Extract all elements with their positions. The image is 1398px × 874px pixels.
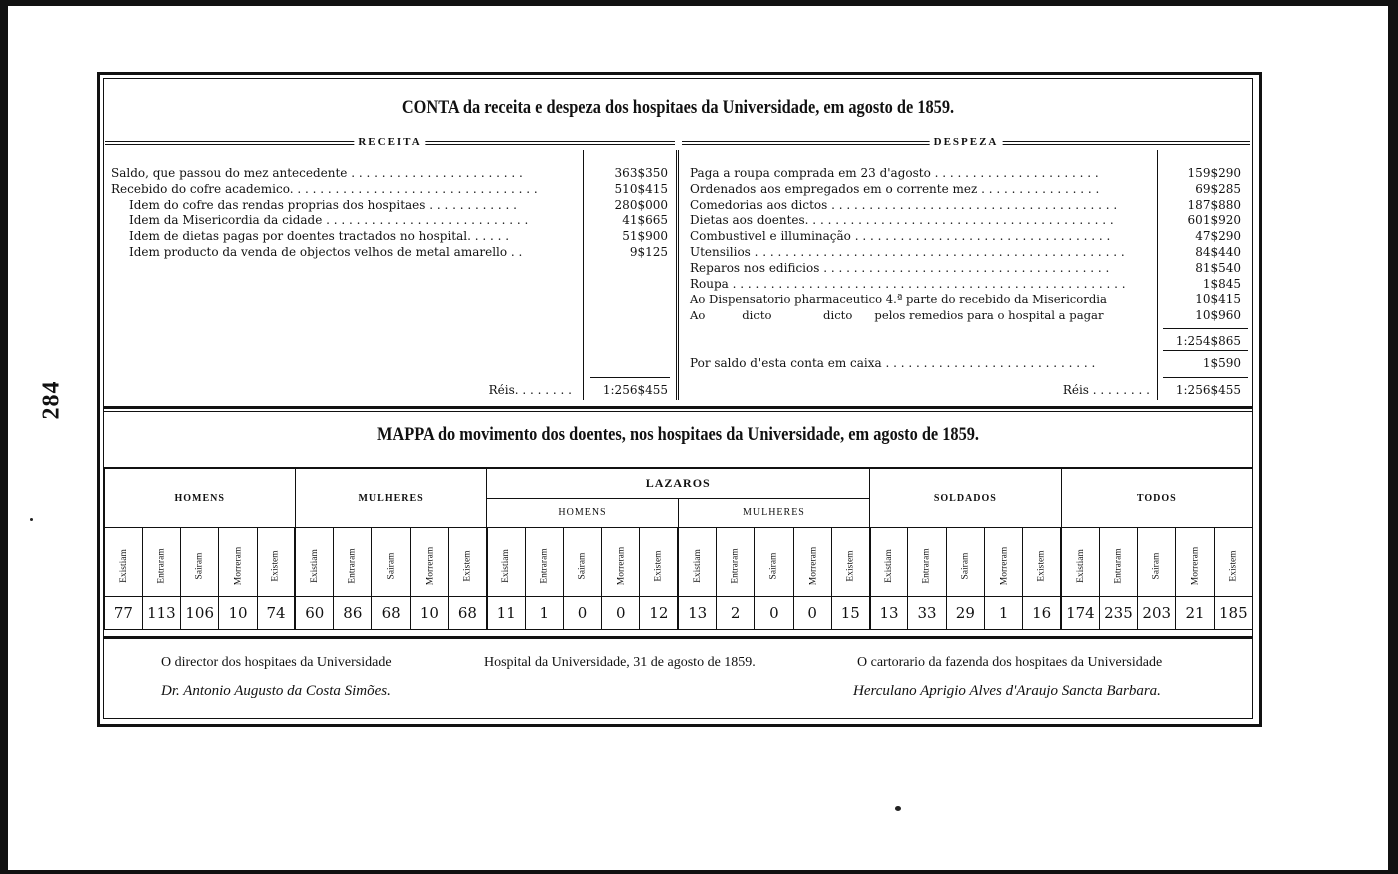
value-todos: 203 (1138, 597, 1176, 630)
value-todos: 21 (1176, 597, 1214, 630)
column-header-label: Entraram (1113, 547, 1124, 584)
despeza-desc: Reparos nos edificios . . . . . . . . . . . . . . . . . . . . . . . . . . . . . . . . . . . . . . (690, 260, 1110, 275)
value-homens: 77 (104, 597, 142, 630)
values-row (104, 597, 1253, 630)
column-header-label: Existem (845, 549, 856, 582)
column-header-row (104, 528, 1253, 597)
despeza-desc: Combustivel e illuminação . . . . . . . . . . . . . . . . . . . . . . . . . . . . . . . . . . (690, 229, 1111, 244)
receita-amount-value: 51$900 (622, 229, 668, 244)
despeza-row (690, 166, 1150, 182)
section-divider-thin (103, 411, 1253, 412)
column-header-label: Existiam (884, 548, 895, 583)
column-header-label: Morreram (807, 546, 818, 585)
receita-amount-value: 41$665 (622, 213, 668, 228)
column-header-label: Morreram (233, 546, 244, 585)
despeza-amount-value: 84$440 (1195, 244, 1241, 259)
column-header-label: Sairam (1151, 552, 1162, 579)
column-header-todos (1138, 528, 1176, 597)
despeza-row (690, 198, 1150, 214)
receita-row (111, 213, 576, 229)
despeza-desc: Roupa . . . . . . . . . . . . . . . . . . . . . . . . . . . . . . . . . . . . . . . . . . . . . . . . . . . . (690, 276, 1126, 291)
receita-list (111, 166, 576, 261)
column-header-label: Sairam (194, 552, 205, 579)
group-homens: HOMENS (104, 468, 295, 528)
despeza-row (690, 261, 1150, 277)
despeza-desc: Paga a roupa comprada em 23 d'agosto . . . . . . . . . . . . . . . . . . . . . . (690, 166, 1099, 180)
value-lazaros_homens: 1 (525, 597, 563, 630)
despeza-desc: Dietas aos doentes. . . . . . . . . . . . . . . . . . . . . . . . . . . . . . . . . . . . . . . . . (690, 213, 1114, 228)
despeza-amount (1163, 166, 1241, 182)
receita-desc: Saldo, que passou do mez antecedente . . . . . . . . . . . . . . . . . . . . . . . (111, 166, 523, 180)
despeza-row (690, 245, 1150, 261)
value-lazaros_homens: 0 (602, 597, 640, 630)
section-divider (103, 406, 1253, 409)
receita-row (111, 166, 576, 182)
despeza-amount-value: 601$920 (1187, 213, 1241, 228)
despeza-desc: Utensilios . . . . . . . . . . . . . . . . . . . . . . . . . . . . . . . . . . . . . . . . . . . . . . . . . (690, 244, 1125, 259)
despeza-desc: Ao dicto dicto pelos remedios para o hospital a pagar (690, 308, 1104, 323)
scan-border-left (0, 0, 8, 874)
page-number: 284 (38, 380, 65, 420)
column-header-label: Existiam (501, 548, 512, 583)
value-homens: 74 (257, 597, 295, 630)
column-header-label: Sairam (768, 552, 779, 579)
column-header-mulheres (372, 528, 410, 597)
column-header-soldados (1023, 528, 1061, 597)
column-header-label: Sairam (960, 552, 971, 579)
value-mulheres: 68 (449, 597, 487, 630)
group-lazaros: LAZAROS (487, 468, 870, 498)
despeza-list (690, 166, 1150, 324)
value-soldados: 16 (1023, 597, 1061, 630)
despeza-subtotal-rule (1163, 328, 1248, 329)
value-todos: 235 (1099, 597, 1137, 630)
despeza-amount-value: 47$290 (1195, 229, 1241, 244)
column-header-label: Entraram (347, 547, 358, 584)
column-header-label: Existiam (1075, 548, 1086, 583)
column-header-label: Entraram (156, 547, 167, 584)
column-header-label: Sairam (577, 552, 588, 579)
column-header-label: Existem (1228, 549, 1239, 582)
column-header-soldados (908, 528, 946, 597)
value-soldados: 13 (870, 597, 908, 630)
column-header-lazaros_mulheres (755, 528, 793, 597)
column-header-mulheres (295, 528, 333, 597)
column-header-mulheres (410, 528, 448, 597)
despeza-amount (1163, 277, 1241, 293)
despeza-amount (1163, 182, 1241, 198)
value-soldados: 33 (908, 597, 946, 630)
scan-border-bottom (0, 870, 1398, 874)
despeza-amount-value: 69$285 (1195, 181, 1241, 196)
value-soldados: 29 (946, 597, 984, 630)
column-header-soldados (984, 528, 1022, 597)
column-header-label: Entraram (922, 547, 933, 584)
despeza-header (682, 135, 1250, 151)
despeza-amounts (1163, 166, 1241, 324)
despeza-row (690, 292, 1150, 308)
center-divider (676, 150, 679, 400)
receita-total-label: Réis. . . . . . . . (488, 383, 572, 397)
column-header-mulheres (334, 528, 372, 597)
saldo-amount: 1$590 (1202, 356, 1241, 370)
value-homens: 106 (181, 597, 219, 630)
receita-amount-value: 510$415 (614, 181, 668, 196)
despeza-desc: Comedorias aos dictos . . . . . . . . . . . . . . . . . . . . . . . . . . . . . . . . . . . . . . (690, 197, 1118, 212)
despeza-total: 1:256$455 (1175, 383, 1241, 397)
value-mulheres: 10 (410, 597, 448, 630)
despeza-total-label: Réis . . . . . . . . (1062, 383, 1150, 397)
value-todos: 185 (1214, 597, 1252, 630)
column-header-lazaros_mulheres (793, 528, 831, 597)
receita-header (105, 135, 675, 151)
receita-row (111, 245, 576, 261)
value-homens: 113 (142, 597, 180, 630)
despeza-amount-value: 10$960 (1195, 308, 1241, 323)
despeza-amount (1163, 198, 1241, 214)
despeza-row (690, 308, 1150, 324)
value-homens: 10 (219, 597, 257, 630)
despeza-amount (1163, 229, 1241, 245)
group-mulheres: MULHERES (295, 468, 486, 528)
receita-amount-value: 280$000 (614, 197, 668, 212)
value-lazaros_homens: 12 (640, 597, 678, 630)
column-header-homens (142, 528, 180, 597)
subgroup-lazaros-mulheres: MULHERES (678, 498, 869, 528)
receita-amount (590, 198, 668, 214)
despeza-total-rule (1163, 377, 1248, 378)
despeza-amount (1163, 261, 1241, 277)
despeza-label: DESPEZA (930, 135, 1003, 149)
column-header-label: Entraram (539, 547, 550, 584)
column-header-homens (257, 528, 295, 597)
despeza-amount-value: 187$880 (1187, 197, 1241, 212)
column-header-label: Existem (653, 549, 664, 582)
despeza-row (690, 229, 1150, 245)
column-header-todos (1176, 528, 1214, 597)
despeza-amount (1163, 245, 1241, 261)
column-header-label: Existiam (118, 548, 129, 583)
despeza-subtotal-rule-bottom (1163, 350, 1248, 351)
receita-desc: Idem producto da venda de objectos velhos de metal amarello . . (129, 244, 523, 259)
column-header-label: Existem (271, 549, 282, 582)
cartorario-signature: Herculano Aprigio Alves d'Araujo Sancta Barbara. (853, 683, 1161, 699)
receita-label: RECEITA (354, 135, 425, 149)
group-todos: TODOS (1061, 468, 1252, 528)
value-mulheres: 60 (295, 597, 333, 630)
column-header-lazaros_homens (487, 528, 525, 597)
receita-amount (590, 166, 668, 182)
column-header-lazaros_homens (640, 528, 678, 597)
column-header-lazaros_mulheres (678, 528, 716, 597)
despeza-row (690, 182, 1150, 198)
column-header-soldados (946, 528, 984, 597)
column-header-label: Existem (1036, 549, 1047, 582)
despeza-amount (1163, 292, 1241, 308)
value-lazaros_homens: 11 (487, 597, 525, 630)
value-lazaros_mulheres: 0 (755, 597, 793, 630)
column-header-label: Entraram (730, 547, 741, 584)
despeza-row (690, 213, 1150, 229)
despeza-subtotal: 1:254$865 (1175, 334, 1241, 348)
despeza-desc: Ao Dispensatorio pharmaceutico 4.ª parte do recebido da Misericordia (690, 292, 1107, 307)
value-mulheres: 86 (334, 597, 372, 630)
despeza-amount (1163, 308, 1241, 324)
value-todos: 174 (1061, 597, 1099, 630)
column-header-label: Morreram (425, 546, 436, 585)
table-bottom-rule (103, 636, 1253, 639)
column-header-label: Existiam (692, 548, 703, 583)
value-mulheres: 68 (372, 597, 410, 630)
receita-amounts (590, 166, 668, 261)
receita-amount (590, 213, 668, 229)
receita-amount (590, 182, 668, 198)
mappa-table (103, 467, 1253, 630)
receita-amount-value: 363$350 (614, 166, 668, 180)
receita-total-rule (590, 377, 670, 378)
column-header-label: Sairam (386, 552, 397, 579)
receita-amount-divider (583, 150, 584, 400)
group-soldados: SOLDADOS (870, 468, 1061, 528)
place-date: Hospital da Universidade, 31 de agosto de 1859. (484, 655, 756, 670)
receita-desc: Idem da Misericordia da cidade . . . . . . . . . . . . . . . . . . . . . . . . . . . (129, 213, 529, 228)
saldo-label: Por saldo d'esta conta em caixa . . . . . . . . . . . . . . . . . . . . . . . . . . . . (690, 356, 1096, 370)
despeza-amount-value: 81$540 (1195, 260, 1241, 275)
receita-total: 1:256$455 (602, 383, 668, 397)
column-header-label: Morreram (616, 546, 627, 585)
despeza-amount-value: 1$845 (1202, 276, 1241, 291)
value-lazaros_mulheres: 15 (831, 597, 869, 630)
column-header-lazaros_homens (602, 528, 640, 597)
column-header-lazaros_homens (525, 528, 563, 597)
ink-speck (895, 806, 901, 811)
value-lazaros_mulheres: 13 (678, 597, 716, 630)
mappa-title: MAPPA do movimento dos doentes, nos hospitaes da Universidade, em agosto de 1859. (376, 424, 980, 445)
receita-amount (590, 245, 668, 261)
receita-row (111, 182, 576, 198)
column-header-todos (1061, 528, 1099, 597)
value-soldados: 1 (984, 597, 1022, 630)
director-signature: Dr. Antonio Augusto da Costa Simões. (161, 683, 391, 699)
director-title: O director dos hospitaes da Universidade (161, 655, 392, 670)
value-lazaros_mulheres: 2 (717, 597, 755, 630)
column-header-homens (219, 528, 257, 597)
ink-speck (30, 518, 33, 521)
column-header-mulheres (449, 528, 487, 597)
value-lazaros_mulheres: 0 (793, 597, 831, 630)
receita-row (111, 198, 576, 214)
despeza-row (690, 277, 1150, 293)
column-header-lazaros_mulheres (831, 528, 869, 597)
subgroup-lazaros-homens: HOMENS (487, 498, 678, 528)
receita-desc: Idem de dietas pagas por doentes tractados no hospital. . . . . . (129, 229, 510, 244)
despeza-desc: Ordenados aos empregados em o corrente mez . . . . . . . . . . . . . . . . (690, 181, 1100, 196)
column-header-lazaros_mulheres (717, 528, 755, 597)
despeza-amount-value: 10$415 (1195, 292, 1241, 307)
receita-desc: Recebido do cofre academico. . . . . . . . . . . . . . . . . . . . . . . . . . . . . . . . . (111, 181, 538, 196)
column-header-label: Existiam (309, 548, 320, 583)
column-header-label: Morreram (1190, 546, 1201, 585)
despeza-amount-value: 159$290 (1187, 166, 1241, 180)
column-header-soldados (870, 528, 908, 597)
receita-amount (590, 229, 668, 245)
column-header-lazaros_homens (563, 528, 601, 597)
column-header-label: Existem (462, 549, 473, 582)
despeza-amount-divider (1157, 150, 1158, 400)
scan-border-right (1388, 0, 1398, 874)
cartorario-title: O cartorario da fazenda dos hospitaes da Universidade (857, 655, 1163, 670)
receita-desc: Idem do cofre das rendas proprias dos hospitaes . . . . . . . . . . . . (129, 197, 517, 212)
despeza-amount (1163, 213, 1241, 229)
scan-border-top (0, 0, 1398, 6)
column-header-todos (1214, 528, 1252, 597)
column-header-label: Morreram (999, 546, 1010, 585)
receita-amount-value: 9$125 (629, 244, 668, 259)
conta-title: CONTA da receita e despeza dos hospitaes da Universidade, em agosto de 1859. (401, 97, 955, 118)
column-header-todos (1099, 528, 1137, 597)
column-header-homens (181, 528, 219, 597)
receita-row (111, 229, 576, 245)
column-header-homens (104, 528, 142, 597)
value-lazaros_homens: 0 (563, 597, 601, 630)
